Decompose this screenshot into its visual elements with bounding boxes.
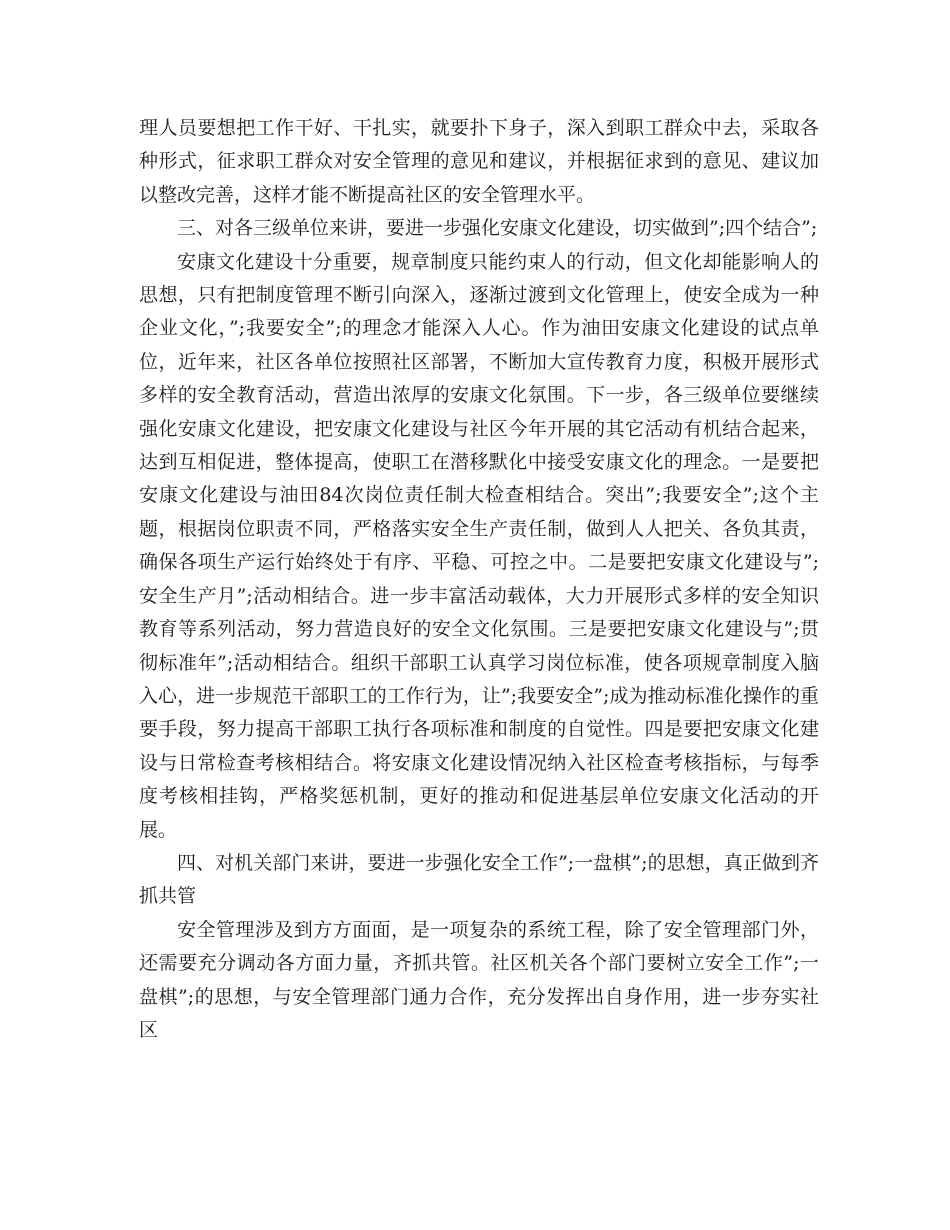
paragraph-continuation: 理人员要想把工作干好、干扎实，就要扑下身子，深入到职工群众中去，采取各种形式，征求职工群众对安全管理的意见和建议，并根据征求到的意见、建议加以整改完善，这样才能不断提高社区的安全管理水平。 bbox=[139, 117, 819, 206]
paragraph-culture-building: 安康文化建设十分重要，规章制度只能约束人的行动，但文化却能影响人的思想，只有把制度管理不断引向深入，逐渐过渡到文化管理上，使安全成为一种企业文化，”;我要安全”;的理念才能深入人心。作为油田安康文化建设的试点单位，近年来，社区各单位按照社区部署，不断加大宣传教育力度，积极开展形式多样的安全教育活动，营造出浓厚的安康文化氛围。下一步，各三级单位要继续强化安康文化建设，把安康文化建设与社区今年开展的其它活动有机结合起来，达到互相促进，整体提高，使职工在潜移默化中接受安康文化的理念。一是要把安康文化建设与油田84次岗位责任制大检查相结合。突出”;我要安全”;这个主题，根据岗位职责不同，严格落实安全生产责任制，做到人人把关、各负其责，确保各项生产运行始终处于有序、平稳、可控之中。二是要把安康文化建设与”;安全生产月”;活动相结合。进一步丰富活动载体，大力开展形式多样的安全知识教育等系列活动，努力营造良好的安全文化氛围。三是要把安康文化建设与”;贯彻标准年”;活动相结合。组织干部职工认真学习岗位标准，使各项规章制度入脑入心，进一步规范干部职工的工作行为，让”;我要安全”;成为推动标准化操作的重要手段，努力提高干部职工执行各项标准和制度的自觉性。四是要把安康文化建设与日常检查考核相结合。将安康文化建设情况纳入社区检查考核指标，与每季度考核相挂钩，严格奖惩机制，更好的推动和促进基层单位安康文化活动的开展。 bbox=[139, 250, 819, 841]
section-heading-three: 三、对各三级单位来讲，要进一步强化安康文化建设，切实做到”;四个结合”; bbox=[177, 217, 818, 240]
section-heading-four: 四、对机关部门来讲，要进一步强化安全工作”;一盘棋”;的思想，真正做到齐抓共管 bbox=[139, 851, 819, 908]
document-body bbox=[139, 112, 819, 1047]
paragraph-safety-management: 安全管理涉及到方方面面，是一项复杂的系统工程，除了安全管理部门外，还需要充分调动各方面力量，齐抓共管。社区机关各个部门要树立安全工作”;一盘棋”;的思想，与安全管理部门通力合作，充分发挥出自身作用，进一步夯实社区 bbox=[139, 918, 819, 1041]
